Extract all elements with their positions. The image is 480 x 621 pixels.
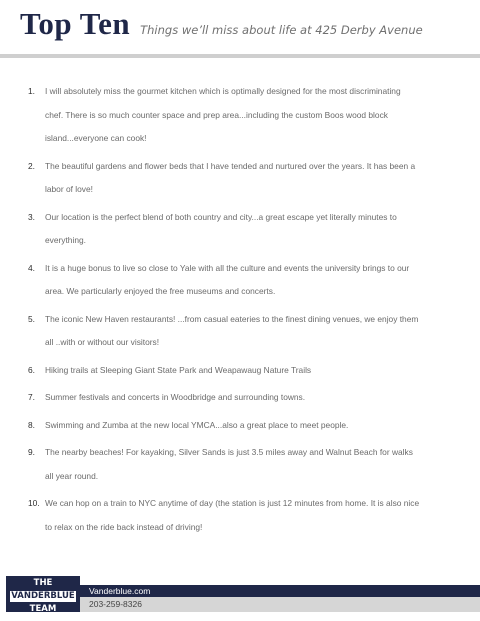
list-item-number: 1. (28, 86, 35, 96)
list-item-text: The beautiful gardens and flower beds that I have tended and nurtured over the years. It has been a labor of love! (45, 160, 416, 194)
logo-line-vanderblue: VANDERBLUE (9, 590, 77, 603)
header-divider (0, 54, 480, 58)
list-item-number: 2. (28, 160, 35, 171)
list-item (28, 155, 420, 202)
page-title: Top Ten (20, 6, 131, 41)
list-item-text: I will absolutely miss the gourmet kitchen which is optimally designed for the most discriminating chef. There is so much counter space and prep area...including the custom Boos wood block island...everyone can cook! (45, 86, 401, 143)
page-subtitle: Things we’ll miss about life at 425 Derby Avenue (140, 23, 423, 37)
list-item (28, 414, 420, 438)
list-item-text: The nearby beaches! For kayaking, Silver Sands is just 3.5 miles away and Walnut Beach for walks all year round. (45, 447, 413, 481)
list-item-number: 8. (28, 419, 35, 430)
list-item-number: 4. (28, 262, 35, 273)
list-item-number: 6. (28, 364, 35, 375)
list-item-text: Summer festivals and concerts in Woodbridge and surrounding towns. (45, 392, 306, 402)
list-item (28, 441, 420, 488)
list-item (28, 492, 420, 539)
list-item-text: Hiking trails at Sleeping Giant State Park and Weapawaug Nature Trails (45, 364, 312, 375)
list-item-text: We can hop on a train to NYC anytime of day (the station is just 12 minutes from home. It is also nice to relax on the ride back instead of driving! (45, 498, 420, 532)
list-item-number: 9. (28, 447, 35, 457)
list-item (28, 386, 420, 410)
page-header (20, 6, 480, 46)
list-item-number: 5. (28, 313, 35, 324)
phone-number: 203-259-8326 (89, 599, 142, 609)
list-item (28, 206, 420, 253)
list-item-text: Our location is the perfect blend of both country and city...a great escape yet literally minutes to everything. (45, 211, 397, 245)
list-item-text: It is a huge bonus to live so close to Yale with all the culture and events the university brings to our area. We particularly enjoyed the free museums and concerts. (45, 262, 410, 296)
list-item (28, 257, 420, 304)
list-item-number: 3. (28, 211, 35, 222)
list-item-number: 10. (28, 498, 40, 508)
list-item (28, 308, 420, 355)
list-item (28, 359, 420, 383)
website-link[interactable]: Vanderblue.com (89, 586, 151, 596)
logo-line-team: TEAM (29, 604, 57, 614)
footer (0, 576, 480, 612)
list-item-text: Swimming and Zumba at the new local YMCA...also a great place to meet people. (45, 419, 349, 430)
logo-line-the: THE (33, 578, 53, 588)
list-item (28, 80, 420, 151)
list-item-number: 7. (28, 392, 35, 402)
vanderblue-team-logo (6, 576, 80, 612)
list-item-text: The iconic New Haven restaurants! ...from casual eateries to the finest dining venues, we enjoy them all ..with or without our visitors! (45, 313, 419, 347)
top-ten-list (28, 80, 420, 543)
